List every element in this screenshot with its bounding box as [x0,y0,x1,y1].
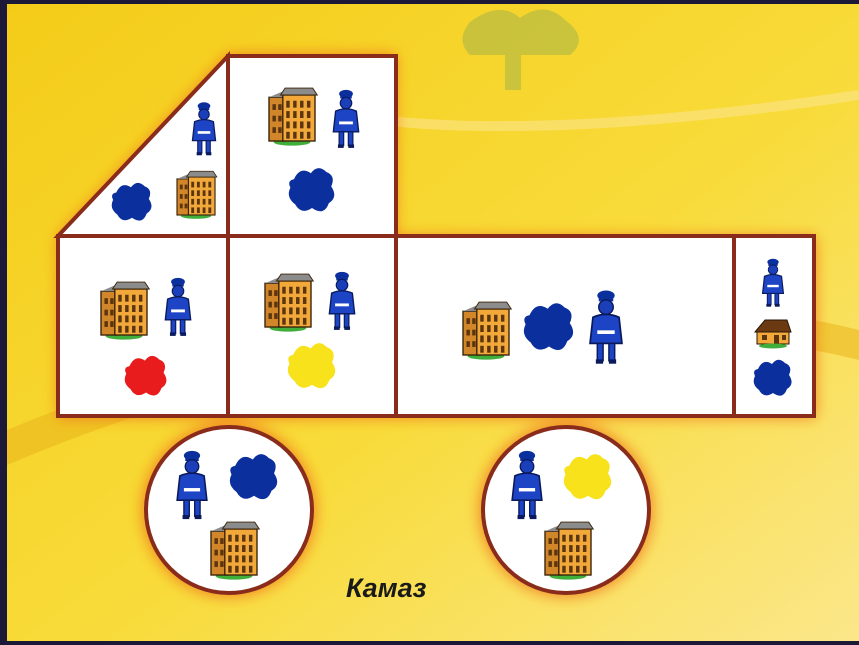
middle-lower-cell [228,236,396,416]
truck-caption: Камаз [346,573,427,603]
cabin-cell [228,56,396,236]
apartment-building-icon [177,171,217,219]
apartment-building-icon [211,522,259,580]
apartment-building-icon [265,274,313,332]
apartment-building-icon [463,302,511,360]
apartment-building-icon [545,522,593,580]
apartment-building-icon [101,282,149,340]
apartment-building-icon [269,88,317,146]
